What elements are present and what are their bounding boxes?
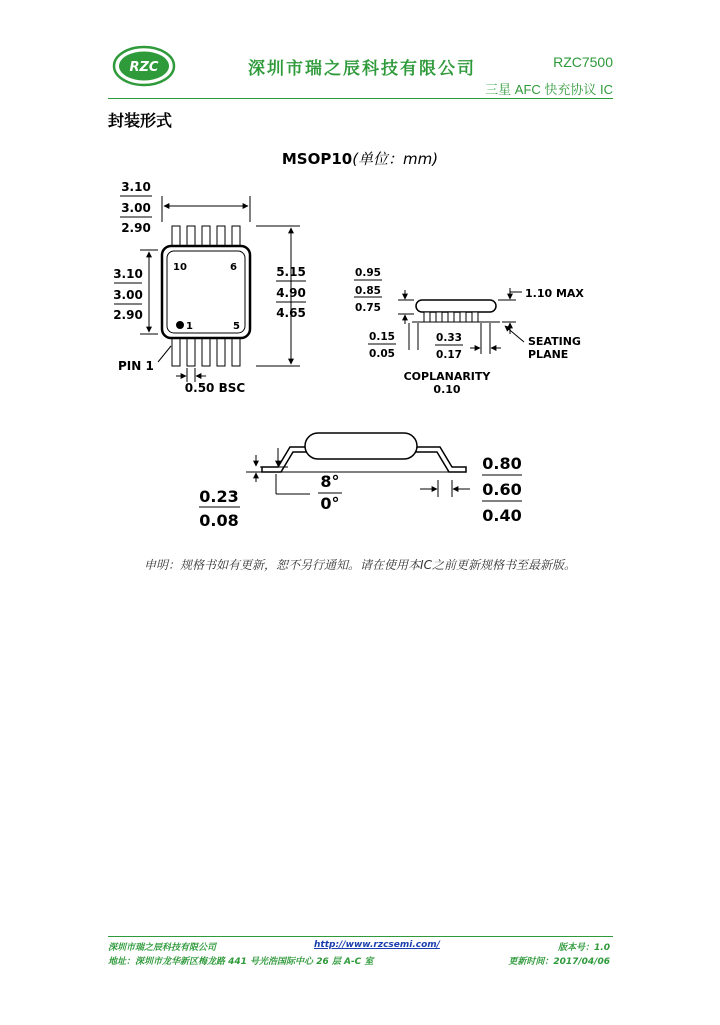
length-min: 4.65 [276, 306, 306, 320]
offset-min: 0.05 [369, 348, 395, 360]
footer-updated: 更新时间：2017/04/06 [508, 957, 610, 967]
standoff-nom: 0.85 [355, 285, 381, 297]
footer-divider [108, 936, 613, 937]
seating-label: SEATING [528, 335, 581, 348]
section-title: 封装形式 [108, 111, 173, 130]
thickness-max: 0.23 [199, 487, 239, 506]
max-height-label: 1.10 MAX [525, 287, 584, 300]
product-subtitle: 三星 AFC 快充协议 IC [485, 82, 613, 97]
top-width-max: 3.10 [121, 180, 151, 194]
length-nom: 4.90 [276, 286, 306, 300]
disclaimer-note: 申明：规格书如有更新，恕不另行通知。请在使用本IC之前更新规格书至最新版。 [144, 558, 576, 572]
foot-max: 0.80 [482, 454, 522, 473]
top-view [113, 180, 306, 395]
pin-label-6: 6 [230, 262, 237, 273]
lead-width-min: 0.17 [436, 349, 462, 361]
pin-label-10: 10 [173, 262, 187, 273]
top-width-nom: 3.00 [121, 201, 151, 215]
logo-text: RZC [129, 60, 159, 75]
body-width-nom: 3.00 [113, 288, 143, 302]
company-name: 深圳市瑞之辰科技有限公司 [248, 59, 476, 79]
pin-label-5: 5 [233, 321, 240, 332]
pin1-label: PIN 1 [118, 359, 154, 373]
footer-address: 地址：深圳市龙华新区梅龙路 441 号光浩国际中心 26 层 A-C 室 [108, 957, 374, 967]
body-width-min: 2.90 [113, 308, 143, 322]
foot-nom: 0.60 [482, 480, 522, 499]
standoff-max: 0.95 [355, 267, 381, 279]
lead-width-max: 0.33 [436, 332, 462, 344]
package-drawing [0, 170, 720, 550]
footer-version: 版本号：1.0 [558, 943, 610, 953]
lead-detail-view [199, 433, 522, 530]
plane-label: PLANE [528, 348, 569, 361]
package-name: MSOP10 [281, 150, 353, 168]
coplanarity-label: COPLANARITY [403, 370, 491, 383]
length-max: 5.15 [276, 265, 306, 279]
thickness-min: 0.08 [199, 511, 239, 530]
footer-company: 深圳市瑞之辰科技有限公司 [108, 943, 217, 953]
angle-max: 8° [320, 472, 340, 491]
package-unit: (单位：mm) [352, 150, 439, 168]
offset-max: 0.15 [369, 331, 395, 343]
pin-label-1: 1 [186, 321, 193, 332]
coplanarity-value: 0.10 [433, 383, 461, 396]
header-divider [108, 98, 613, 99]
foot-min: 0.40 [482, 506, 522, 525]
footer-url-link[interactable]: http://www.rzcsemi.com/ [314, 940, 440, 950]
standoff-min: 0.75 [355, 302, 381, 314]
package-title [0, 148, 720, 169]
angle-min: 0° [320, 494, 340, 513]
model-number: RZC7500 [553, 54, 613, 70]
side-view [354, 267, 584, 396]
pitch-label: 0.50 BSC [184, 381, 246, 395]
top-width-min: 2.90 [121, 221, 151, 235]
body-width-max: 3.10 [113, 267, 143, 281]
company-logo [112, 45, 176, 87]
